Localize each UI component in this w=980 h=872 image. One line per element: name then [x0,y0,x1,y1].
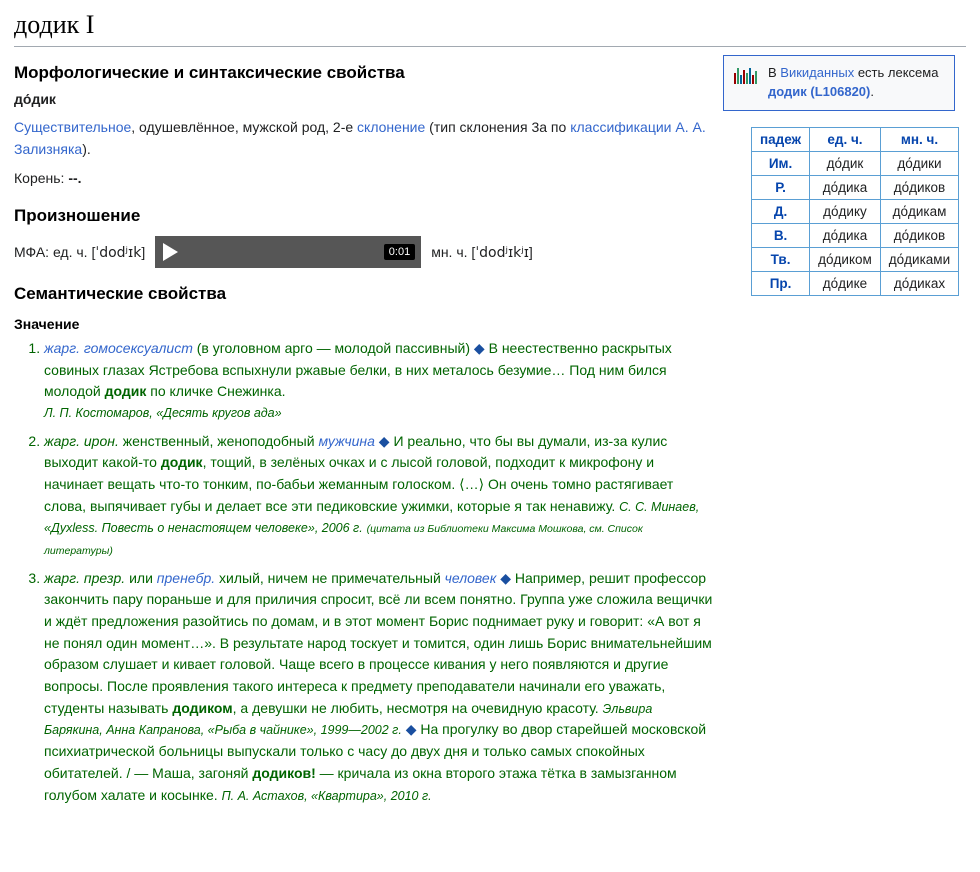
meaning-link[interactable]: человек [444,569,497,586]
meanings-list [14,338,714,806]
quote-diamond-icon: ◆ [473,340,485,357]
main-content [14,63,714,806]
list-item [44,431,714,561]
grammar-text-2: (тип склонения 3a по [425,119,571,135]
quote-text: В неестественно раскрытых совиных глазах Ястребова вспыхнули ржавые белки, в них металось безумие… Под ним бился молодой додик по кличке Снежинка. [44,340,672,400]
cell-plural: до́диков [880,176,958,200]
subsection-meaning: Значение [14,316,80,333]
meaning-mark: жарг. ирон. [44,432,123,449]
meaning-text: (в уголовном арго — молодой пассивный) [192,340,474,357]
link-noun[interactable]: Существительное [14,119,132,135]
page-title [14,10,966,47]
meaning-text-pre: женственный, женоподобный [122,432,319,449]
table-row [752,176,959,200]
cell-case: Им. [752,152,810,176]
ipa-plural-prefix: мн. ч. [ˈdodʲɪkʲɪ] [431,243,533,261]
link-zaliznyak[interactable]: классификации А. А. Зализняка [14,119,706,157]
cell-case: Д. [752,200,810,224]
cell-singular: до́диком [810,248,881,272]
wikidata-text [768,64,944,102]
declension-table [751,127,959,296]
page-title-roman: I [85,10,95,39]
wikidata-logo-icon [734,67,760,84]
audio-duration: 0:01 [384,244,415,260]
cell-singular: до́дик [810,152,881,176]
wikidata-infobox [723,55,955,111]
list-item [44,568,714,807]
cell-plural: до́диках [880,272,958,296]
table-row [752,224,959,248]
section-morphology: Морфологические и синтаксические свойства [14,63,405,82]
quote-diamond-icon: ◆ [500,569,511,586]
header-singular: ед. ч. [810,128,881,152]
headword: до́дик [14,91,56,107]
quote-source-note: (цитата из Библиотеки Максима Мошкова, см. Список литературы) [44,523,643,557]
table-row [752,152,959,176]
link-declension[interactable]: склонение [357,119,426,135]
ipa-plural: ˈdodʲɪkʲɪ [475,244,529,261]
pronunciation-line [14,236,714,268]
audio-player[interactable] [155,236,421,268]
cell-singular: до́дика [810,224,881,248]
grammar-text-1: , одушевлённое, мужской род, 2-е [131,119,358,135]
table-header-row [752,128,959,152]
cell-plural: до́дики [880,152,958,176]
meaning-text-pre: хилый, ничем не примечательный [215,569,445,586]
play-icon[interactable] [163,243,178,261]
grammar-text-3: ). [82,140,91,157]
table-row [752,200,959,224]
cell-plural: до́диков [880,224,958,248]
cell-plural: до́дикам [880,200,958,224]
link-wikidata[interactable]: Викиданных [780,65,855,80]
section-pronunciation: Произношение [14,206,141,226]
cell-case: Тв. [752,248,810,272]
meaning-link[interactable]: гомосексуалист [83,340,193,357]
quote-diamond-icon: ◆ [378,432,390,449]
meaning-or: или [129,569,157,586]
quote-text: Например, решит профессор закончить пару пораньше и для приличия спросит, всё ли всем понятно. Группа уже сложила вещички и ждёт предложения разойтись по домам, и в этот момент Борис поднимает руку и говорит: «А вот я не понял один момент…». В результате народ тоскует и томится, один лишь Борис внимательнейшим образом слушает и кивает головой. Чаще всего в процессе кивания у него появляются и другие вопросы. После проявления такого интереса к предмету преподаватели начинали его уважать, студенты называть додиком, а девушки не любить, несмотря на очевидную красоту. [44,569,713,716]
meaning-link[interactable]: мужчина [318,432,375,449]
link-lexeme[interactable]: додик (L106820) [768,83,871,99]
quote-source: Эльвира Барякина, Анна Капранова, «Рыба в чайнике», 1999—2002 г. [44,701,653,738]
quote-source-2: П. А. Астахов, «Квартира», 2010 г. [221,788,432,803]
root-line [14,168,714,190]
quote-text-2: На прогулку во двор старейшей московской психиатрической больницы выпускали только с часу до двух дня и только самых спокойных обитателей. / — Маша, загоняй додиков! — кричала из окна второго этажа тётка в замызганном голубом халате и косынке. [44,721,707,803]
header-case: падеж [752,128,810,152]
root-value: --. [68,170,82,187]
meaning-mark-link[interactable]: пренебр. [156,569,216,586]
ipa-singular: ˈdodʲɪk [95,244,142,261]
quote-source: Л. П. Костомаров, «Десять кругов ада» [44,406,282,421]
cell-singular: до́дике [810,272,881,296]
cell-case: В. [752,224,810,248]
cell-singular: до́дику [810,200,881,224]
ipa-singular-prefix: МФА: ед. ч. [ˈdodʲɪk] [14,243,146,261]
table-row [752,248,959,272]
table-row [752,272,959,296]
section-semantics: Семантические свойства [14,284,227,304]
wikidata-prefix: В [768,65,781,80]
meaning-mark: жарг. презр. [44,569,130,586]
grammar-description [14,117,714,160]
header-plural: мн. ч. [880,128,958,152]
cell-case: Р. [752,176,810,200]
root-label: Корень: [14,170,69,187]
page-title-word: додик [14,10,80,39]
quote-diamond-icon-2: ◆ [405,721,417,738]
cell-singular: до́дика [810,176,881,200]
cell-case: Пр. [752,272,810,296]
quote-source: С. С. Минаев, «Духless. Повесть о ненастоящем человеке», 2006 г. [44,499,700,536]
cell-plural: до́диками [880,248,958,272]
quote-text: И реально, что бы вы думали, из-за кулис выходит какой-то додик, тощий, в зелёных очках и с лысой головой, подходит к микрофону и начинает вещать что-то тонким, по-бабьи жеманным голоском. ⟨…⟩ Он очень томно растягивает слова, выпячивает губы и делает все эти педиковские ужимки, которые я так ненавижу. [44,432,674,514]
wikidata-suffix: . [870,83,874,99]
list-item [44,338,714,423]
wikidata-middle: есть лексема [854,65,939,80]
meaning-mark: жарг. [44,340,84,357]
